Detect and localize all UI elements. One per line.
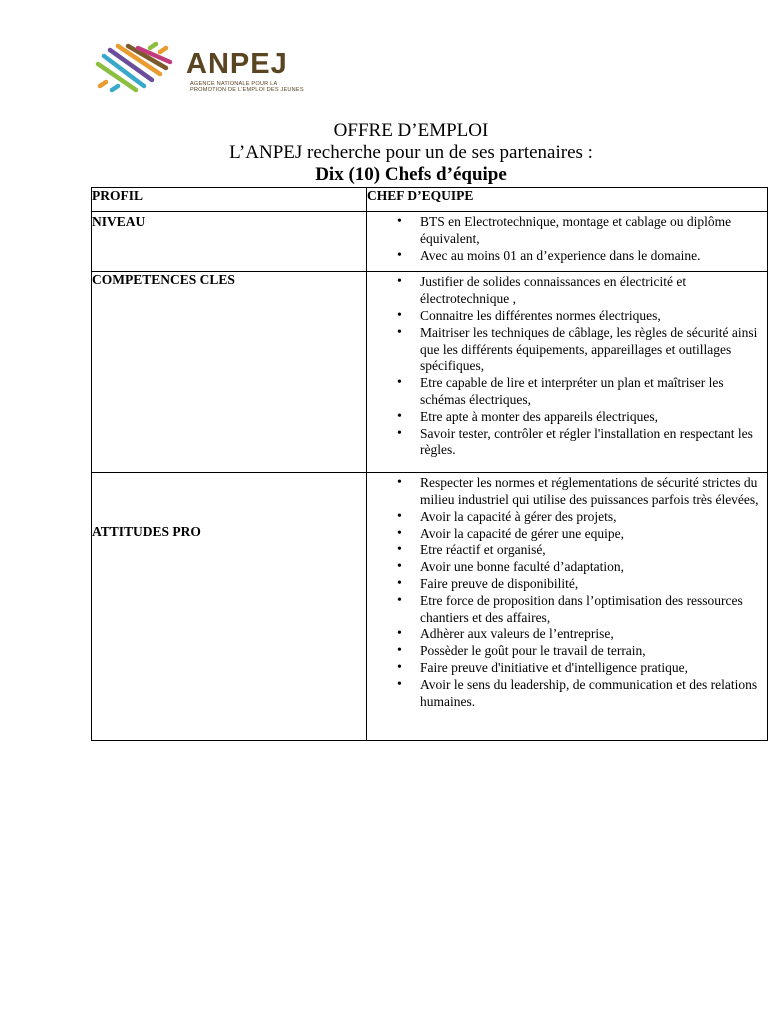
list-item: • Adhèrer aux valeurs de l’entreprise, [420, 626, 767, 643]
row-content [367, 473, 768, 741]
list-item: • Respecter les normes et réglementations de sécurité strictes du milieu industriel qui utilise des puissances parfois très élevées, [420, 475, 767, 509]
list-item: • Savoir tester, contrôler et régler l'installation en respectant les règles. [420, 426, 767, 460]
offer-position: Dix (10) Chefs d’équipe [315, 164, 507, 185]
requirement-list [367, 274, 767, 459]
list-item: • Maitriser les techniques de câblage, les règles de sécurité ainsi que les différents équipements, appareillages et outillages spécifiques, [420, 325, 767, 375]
requirement-list [367, 475, 767, 710]
row-content [367, 272, 768, 473]
list-item: • Faire preuve d'initiative et d'intelligence pratique, [420, 660, 767, 677]
offer-header [0, 120, 768, 186]
row-content [367, 212, 768, 272]
profile-value: CHEF D’EQUIPE [367, 188, 768, 212]
requirement-list [367, 214, 767, 264]
row-label: NIVEAU [92, 212, 367, 272]
table-row-attitudes [92, 473, 768, 741]
offer-table [91, 187, 768, 741]
table-row-competences [92, 272, 768, 473]
offer-title: OFFRE D’EMPLOI [333, 120, 489, 141]
list-item: • Possèder le goût pour le travail de terrain, [420, 643, 767, 660]
logo-tagline [190, 81, 350, 93]
offer-subtitle: L’ANPEJ recherche pour un de ses partenaires : [229, 142, 593, 163]
list-item: • Avoir une bonne faculté d’adaptation, [420, 559, 767, 576]
row-label: ATTITUDES PRO [92, 473, 367, 741]
list-item: • Faire preuve de disponibilité, [420, 576, 767, 593]
logo-tagline-line2: PROMOTION DE L'EMPLOI DES JEUNES [190, 87, 304, 93]
row-label: COMPETENCES CLES [92, 272, 367, 473]
table-header-row [92, 188, 768, 212]
logo-wordmark: ANPEJ [186, 48, 288, 80]
list-item: • Etre apte à monter des appareils électriques, [420, 409, 767, 426]
list-item: • Avoir la capacité à gérer des projets, [420, 509, 767, 526]
list-item: • Justifier de solides connaissances en électricité et électrotechnique , [420, 274, 767, 308]
anpej-logo-mark-icon [90, 40, 182, 96]
logo-tagline-line1: AGENCE NATIONALE POUR LA [190, 81, 278, 87]
list-item: • BTS en Electrotechnique, montage et cablage ou diplôme équivalent, [420, 214, 767, 248]
list-item: • Connaitre les différentes normes électriques, [420, 308, 767, 325]
list-item: • Avoir la capacité de gérer une equipe, [420, 526, 767, 543]
anpej-logo [90, 40, 350, 96]
list-item: • Etre force de proposition dans l’optimisation des ressources chantiers et des affaires, [420, 593, 767, 627]
list-item: • Avoir le sens du leadership, de communication et des relations humaines. [420, 677, 767, 711]
list-item: • Avec au moins 01 an d’experience dans le domaine. [420, 248, 767, 265]
list-item: • Etre capable de lire et interpréter un plan et maîtriser les schémas électriques, [420, 375, 767, 409]
table-row-niveau [92, 212, 768, 272]
profile-label: PROFIL [92, 188, 367, 212]
list-item: • Etre réactif et organisé, [420, 542, 767, 559]
